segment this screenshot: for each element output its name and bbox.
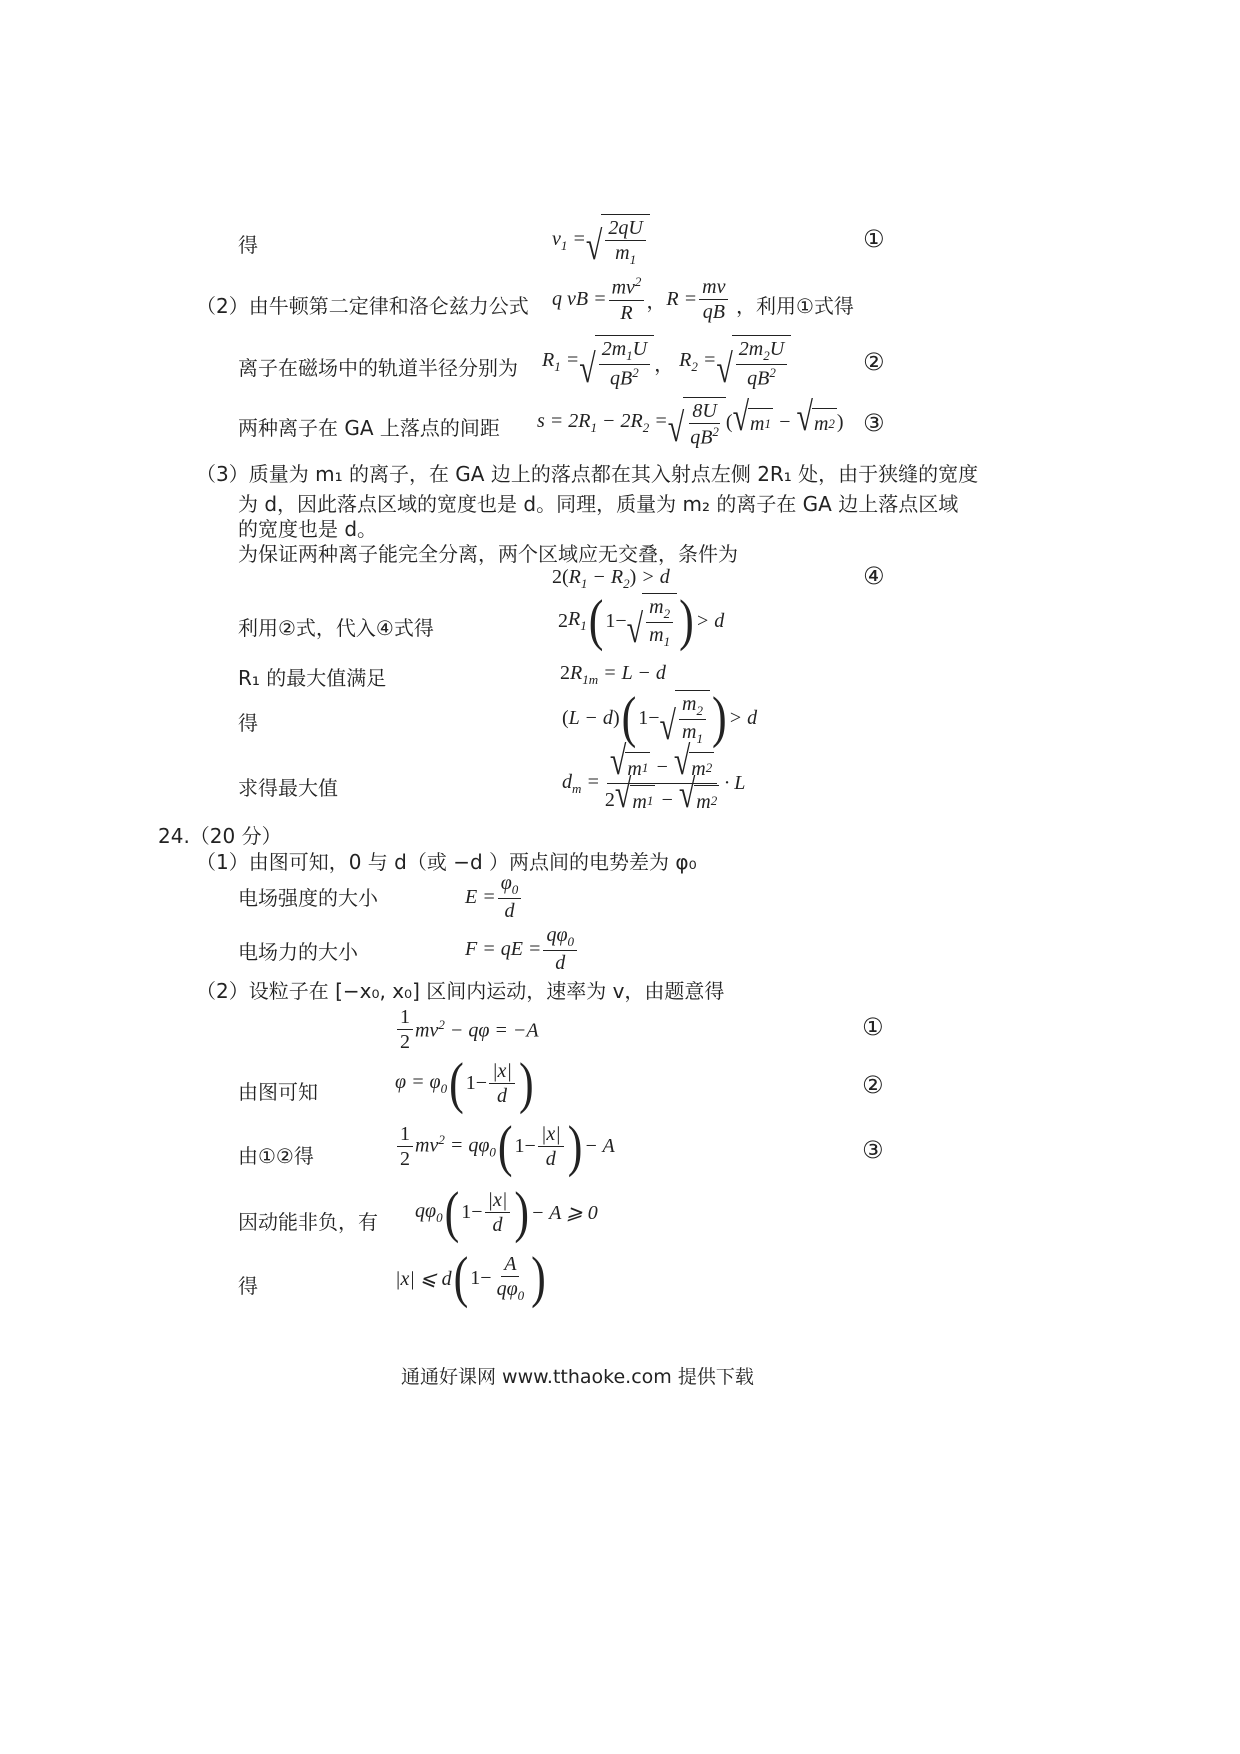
eq-marker-1: ① bbox=[863, 225, 885, 253]
formula-inequality: $q\varphi_0$ ( 1− $\frac{|x|}{d}$ ) − A ⩾ 0 bbox=[415, 1180, 598, 1244]
text-use-eq1: ，利用①式得 bbox=[736, 294, 854, 318]
eq-marker-d2: ② bbox=[862, 1071, 884, 1099]
text-24-part2: （2）设粒子在 [−x₀, x₀] 区间内运动，速率为 v，由题意得 bbox=[196, 979, 725, 1003]
formula-radii: $R_1$ = √ $\frac{2m_1U}{qB^2}$ ， $R_2$ = √ $\frac{2m_2U}{qB^2}$ bbox=[542, 335, 791, 390]
formula-f: F = qE = $\frac{q\varphi_0}{d}$ bbox=[465, 924, 579, 974]
eq-marker-d1: ① bbox=[862, 1013, 884, 1041]
text-part3-line3: 的宽度也是 d。 bbox=[238, 517, 378, 541]
eq-marker-2: ② bbox=[863, 348, 885, 376]
text-field-force: 电场力的大小 bbox=[238, 940, 358, 964]
text-part3-line1: （3）质量为 m₁ 的离子，在 GA 边上的落点都在其入射点左侧 2R₁ 处，由于狭缝的宽度 bbox=[196, 462, 979, 486]
formula-lorentz: q vB = $\frac{mv^2}{R}$ ， R = $\frac{mv}{qB}$ bbox=[552, 275, 730, 324]
text-from-graph: 由图可知 bbox=[238, 1080, 318, 1104]
text-field-strength: 电场强度的大小 bbox=[238, 886, 378, 910]
text-radii: 离子在磁场中的轨道半径分别为 bbox=[238, 356, 518, 380]
formula-dm: $d_m$ = √ m 1 − √ m 2 2 √ m 1 − √ m 2 · L bbox=[562, 738, 746, 817]
text-condition: 为保证两种离子能完全分离，两个区域应无交叠，条件为 bbox=[238, 542, 738, 566]
text-part2-intro: （2）由牛顿第二定律和洛仑兹力公式 bbox=[196, 294, 529, 318]
question-24-heading: 24.（20 分） bbox=[158, 824, 282, 848]
formula-e: E = $\frac{\varphi_0}{d}$ bbox=[465, 872, 523, 922]
text-de-3: 得 bbox=[238, 1274, 258, 1298]
formula-ld: ( L − d ) ( 1− √ $\frac{m_2}{m_1}$ ) > d bbox=[562, 685, 758, 750]
footer-source: 通通好课网 www.tthaoke.com 提供下载 bbox=[401, 1366, 754, 1388]
formula-r1m: $2R_{1m} = L - d$ bbox=[560, 662, 666, 687]
formula-condition: $2(R_1 - R_2) > d$ bbox=[552, 566, 670, 591]
formula-phi: $\varphi = \varphi_0$ ( 1− $\frac{|x|}{d}$ ) bbox=[395, 1051, 534, 1115]
eq-marker-d3: ③ bbox=[862, 1136, 884, 1164]
formula-kinetic: $\frac{1}{2}$ $mv^2 = q\varphi_0$ ( 1− $\frac{|x|}{d}$ ) − A bbox=[395, 1123, 615, 1170]
text-nonnegative: 因动能非负，有 bbox=[238, 1210, 378, 1234]
formula-energy: $\frac{1}{2}$ $mv^2 - q\varphi = -A$ bbox=[395, 1006, 539, 1053]
formula-v1: $v_1$ = √ $\frac{2qU}{m_1}$ bbox=[552, 214, 650, 267]
text-de-2: 得 bbox=[238, 711, 258, 735]
formula-distance: $s = 2R_1 - 2R_2$ = √ $\frac{8U}{qB^2}$ ( √ m 1 − √ m 2 ) bbox=[537, 394, 844, 451]
text-24-part1: （1）由图可知，0 与 d（或 −d ）两点间的电势差为 φ₀ bbox=[196, 850, 697, 874]
eq-marker-3: ③ bbox=[863, 409, 885, 437]
text-max-value: 求得最大值 bbox=[238, 776, 338, 800]
text-from-eq12: 由①②得 bbox=[238, 1144, 314, 1168]
text-distance: 两种离子在 GA 上落点的间距 bbox=[238, 416, 500, 440]
eq-marker-4: ④ bbox=[863, 562, 885, 590]
text-r1-max: R₁ 的最大值满足 bbox=[238, 666, 387, 690]
formula-x-bound: |x| ⩽ d ( 1− $\frac{A}{q\varphi_0}$ ) bbox=[395, 1245, 546, 1310]
formula-substituted: 2 $R_1$ ( 1− √ $\frac{m_2}{m_1}$ ) > d bbox=[558, 588, 725, 653]
text-de-1: 得 bbox=[238, 233, 258, 257]
text-part3-line2: 为 d，因此落点区域的宽度也是 d。同理，质量为 m₂ 的离子在 GA 边上落点区域 bbox=[238, 492, 959, 516]
text-substitute: 利用②式，代入④式得 bbox=[238, 616, 434, 640]
